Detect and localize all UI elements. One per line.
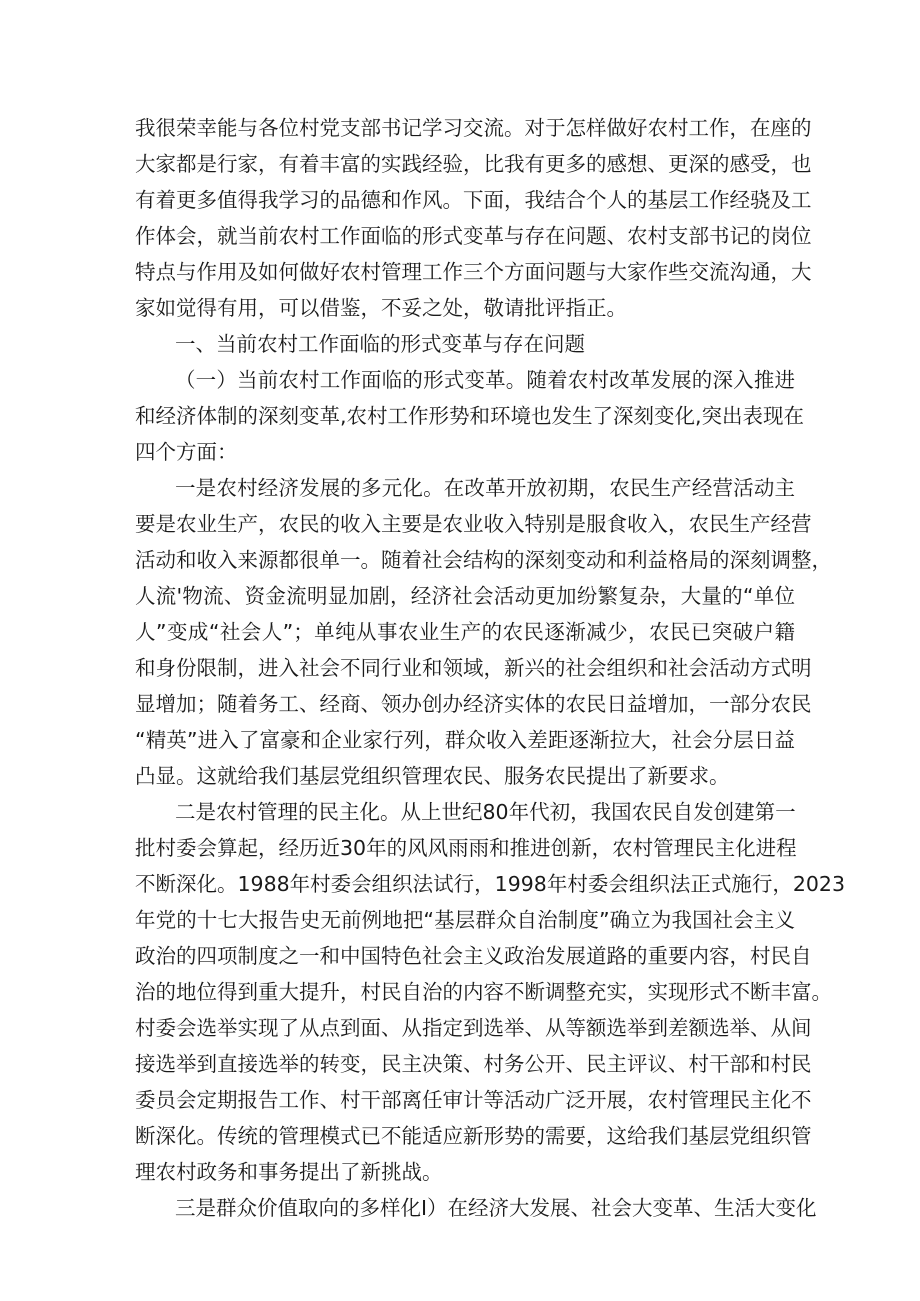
text-line: 活动和收入来源都很单一。随着社会结构的深刻变动和利益格局的深刻调整，: [135, 548, 832, 572]
text-line: 一是农村经济发展的多元化。在改革开放初期，农民生产经营活动主: [175, 476, 795, 500]
text-line: 委员会定期报告工作、村干部离任审计等活动广泛开展，农村管理民主化不: [135, 1088, 812, 1112]
text-line: 治的地位得到重大提升，村民自治的内容不断调整充实，实现形式不断丰富。: [135, 980, 832, 1004]
text-line: 大家都是行家，有着丰富的实践经验，比我有更多的感想、更深的感受，也: [135, 152, 812, 176]
text-line: 特点与作用及如何做好农村管理工作三个方面问题与大家作些交流沟通，大: [135, 260, 812, 284]
section-heading: 一、当前农村工作面临的形式变革与存在问题: [175, 332, 585, 356]
text-line: 四个方面：: [135, 440, 238, 464]
text-line: 家如觉得有用，可以借鉴，不妥之处，敬请批评指正。: [135, 296, 627, 320]
text-line: 人流'物流、资金流明显加剧，经济社会活动更加纷繁复杂，大量的“单位: [135, 584, 795, 608]
text-line: 接选举到直接选举的转变，民主决策、村务公开、民主评议、村干部和村民: [135, 1052, 812, 1076]
text-line: 年党的十七大报告史无前例地把“基层群众自治制度”确立为我国社会主义: [135, 908, 795, 932]
text-line: 凸显。这就给我们基层党组织管理农民、服务农民提出了新要求。: [135, 764, 730, 788]
text-line: 断深化。传统的管理模式已不能适应新形势的需要，这给我们基层党组织管: [135, 1124, 812, 1148]
text-line: 三是群众价值取向的多样化I）在经济大发展、社会大变革、生活大变化: [175, 1196, 817, 1220]
text-line: 有着更多值得我学习的品德和作风。下面，我结合个人的基层工作经骁及工: [135, 188, 812, 212]
text-line: （一）当前农村工作面临的形式变革。随着农村改革发展的深入推进: [175, 368, 795, 392]
text-line: 理农村政务和事务提出了新挑战。: [135, 1160, 443, 1184]
text-line: 不断深化。1988年村委会组织法试行，1998年村委会组织法正式施行，2023: [135, 872, 846, 896]
text-line: 二是农村管理的民主化。从上世纪80年代初，我国农民自发创建第一: [175, 800, 796, 824]
text-line: 政治的四项制度之一和中国特色社会主义政治发展道路的重要内容，村民自: [135, 944, 812, 968]
text-line: 批村委会算起，经历近30年的风风雨雨和推进创新，农村管理民主化进程: [135, 836, 797, 860]
text-line: 要是农业生产，农民的收入主要是农业收入特别是服食收入，农民生产经营: [135, 512, 812, 536]
text-line: 显增加；随着务工、经商、领办创办经济实体的农民日益增加，一部分农民: [135, 692, 812, 716]
text-line: 和身份限制，进入社会不同行业和领域，新兴的社会组织和社会活动方式明: [135, 656, 812, 680]
text-line: 我很荣幸能与各位村党支部书记学习交流。对于怎样做好农村工作，在座的: [135, 116, 812, 140]
text-line: 作体会，就当前农村工作面临的形式变革与存在问题、农村支部书记的岗位: [135, 224, 812, 248]
text-line: 人”变成“社会人”；单纯从事农业生产的农民逐渐减少，农民已突破户籍: [135, 620, 795, 644]
text-line: 村委会选举实现了从点到面、从指定到选举、从等额选举到差额选举、从间: [135, 1016, 812, 1040]
text-line: “精英”进入了富豪和企业家行列，群众收入差距逐渐拉大，社会分层日益: [135, 728, 795, 752]
text-line: 和经济体制的深刻变革,农村工作形势和环境也发生了深刻变化,突出表现在: [135, 404, 805, 428]
